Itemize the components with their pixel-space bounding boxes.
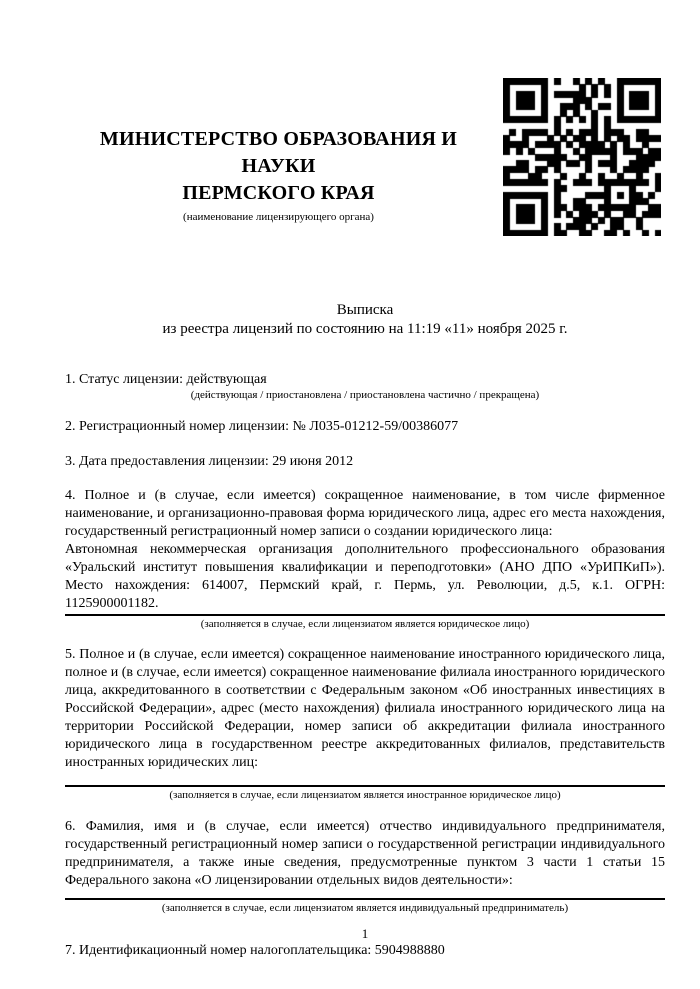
item-foreign-entity-rule-line bbox=[65, 785, 665, 787]
item-foreign-entity-text: 5. Полное и (в случае, если имеется) сокращенное наименование иностранного юридического лица, полное и (в случае, если имеется) сокращенное наименование филиала иностранного юридического лица, аккредитованного в соответствии с Федеральным законом «Об иностранных инвестициях в Российской Федерации», адрес (место нахождения) филиала иностранного юридического лица на территории Российской Федерации, номер записи об аккредитации филиала иностранного юридического лица в государственном реестре аккредитованных филиалов, представительств иностранных юридических лиц: bbox=[65, 647, 665, 770]
item-grant-date-text: 3. Дата предоставления лицензии: 29 июня 2012 bbox=[65, 454, 354, 469]
item-legal-entity-value: Автономная некоммерческая организация дополнительного профессионального образования «Уральский институт повышения квалификации и переподготовки» (АНО ДПО «УрИПКиП»). Место нахождения: 614007, Пермский край, г. Пермь, ул. Революции, д.5, к.1. ОГРН: 1125900001182. bbox=[65, 542, 665, 611]
page-number: 1 bbox=[361, 926, 369, 941]
item-legal-entity-rule-line bbox=[65, 614, 665, 616]
licensing-authority-header bbox=[65, 126, 492, 224]
item-individual-entrepreneur bbox=[65, 818, 665, 915]
qr-code-container bbox=[503, 78, 661, 236]
item-status-text: 1. Статус лицензии: действующая bbox=[65, 372, 267, 387]
item-legal-entity bbox=[65, 487, 665, 631]
item-individual-entrepreneur-text: 6. Фамилия, имя и (в случае, если имеется) отчество индивидуального предпринимателя, государственный регистрационный номер записи о государственной регистрации индивидуального предпринимателя, а также иные сведения, предусмотренные пунктом 3 части 1 статьи 15 Федерального закона «О лицензировании отдельных видов деятельности»: bbox=[65, 819, 665, 888]
item-status bbox=[65, 371, 665, 402]
ministry-name-line1: МИНИСТЕРСТВО ОБРАЗОВАНИЯ И НАУКИ bbox=[99, 128, 458, 177]
item-status-caption: (действующая / приостановлена / приостановлена частично / прекращена) bbox=[190, 389, 540, 401]
item-grant-date bbox=[65, 453, 665, 471]
item-foreign-entity bbox=[65, 646, 665, 802]
document-title bbox=[65, 301, 665, 339]
item-legal-entity-caption: (заполняется в случае, если лицензиатом является юридическое лицо) bbox=[200, 618, 530, 630]
item-legal-entity-text: 4. Полное и (в случае, если имеется) сокращенное наименование, в том числе фирменное наименование, и организационно-правовая форма юридического лица, адрес его места нахождения, государственный регистрационный номер записи о создании юридического лица: bbox=[65, 488, 665, 539]
item-foreign-entity-caption: (заполняется в случае, если лицензиатом является иностранное юридическое лицо) bbox=[169, 789, 561, 801]
document-title-line1: Выписка bbox=[336, 302, 394, 318]
qr-code bbox=[503, 78, 661, 236]
item-individual-entrepreneur-rule-line bbox=[65, 898, 665, 900]
license-items bbox=[65, 371, 665, 960]
item-reg-number bbox=[65, 418, 665, 436]
item-inn bbox=[65, 942, 665, 960]
document-title-line2: из реестра лицензий по состоянию на 11:19 «11» ноября 2025 г. bbox=[162, 321, 568, 337]
licensing-authority-caption: (наименование лицензирующего органа) bbox=[183, 211, 374, 223]
item-individual-entrepreneur-caption: (заполняется в случае, если лицензиатом является индивидуальный предприниматель) bbox=[161, 902, 569, 914]
item-reg-number-text: 2. Регистрационный номер лицензии: № Л035-01212-59/00386077 bbox=[65, 419, 459, 434]
item-inn-text: 7. Идентификационный номер налогоплательщика: 5904988880 bbox=[65, 943, 445, 958]
ministry-name-line2: ПЕРМСКОГО КРАЯ bbox=[182, 182, 375, 204]
